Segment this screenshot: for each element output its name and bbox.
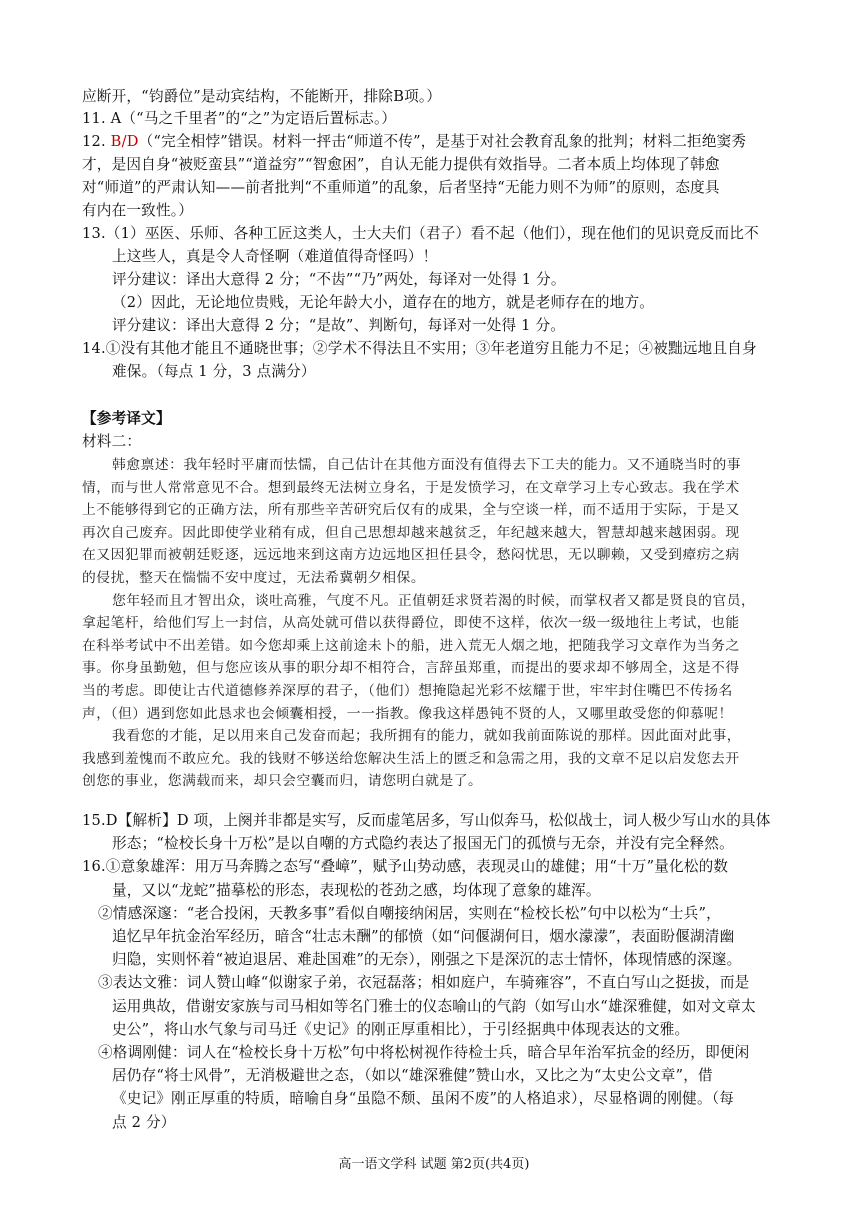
scoring-note: 评分建议：译出大意得 2 分；“是故”、判断句，每译对一处得 1 分。: [112, 317, 566, 334]
answer-line: 15.D【解析】D 项，上阕并非都是实写，反而虚笔居多，写山似奔马，松似战士，词人极少写山水的具体: [82, 812, 771, 829]
text-line: 难保。（每点 1 分，3 点满分）: [112, 363, 316, 380]
translation-line: 上不能够得到它的正确方法，所有那些辛苦研究后仅有的成果，全与空谈一样，而不适用于实际，于是又: [82, 502, 740, 519]
translation-line: 再次自己废弃。因此即使学业稍有成，但自己思想却越来越贫乏，年纪越来越大，智慧却越来越困弱。现: [82, 524, 740, 541]
answer-explanation: （“完全相悖”错误。材料一抨击“师道不传”，是基于对社会教育乱象的批判；材料二拒绝窦秀: [138, 133, 747, 150]
translation-line: 您年轻而且才智出众，谈吐高雅，气度不凡。正值朝廷求贤若渴的时候，而掌权者又都是贤良的官员，: [112, 592, 756, 609]
translation-line: 在又因犯罪而被朝廷贬逐，远远地来到这南方边远地区担任县令，愁闷忧思，无以聊赖，又受到瘴疠之病: [82, 547, 740, 564]
translation-line: 当的考虑。即使让古代道德修养深厚的君子，（他们）想掩隐起光彩不炫耀于世，牢牢封住嘴巴不传扬名: [82, 683, 733, 699]
answer-line: 史公”，将山水气象与司马迁《史记》的刚正厚重相比），于引经据典中体现表达的文雅。: [112, 1020, 690, 1038]
answer-line: ④格调刚健：词人在“检校长身十万松”句中将松树视作待检士兵，暗合早年治军抗金的经历，即便闲: [98, 1044, 750, 1061]
answer-line: 居仍存“将士风骨”，无消极避世之态，（如以“雄深雅健”赞山水，又比之为“太史公文章”，借: [112, 1067, 713, 1085]
page-footer: 高一语文学科 试题 第2页(共4页): [338, 1157, 530, 1172]
answer-line: 点 2 分）: [112, 1113, 176, 1131]
translation-line: 韩愈禀述：我年轻时平庸而怯懦，自己估计在其他方面没有值得去下工夫的能力。又不通晓当时的事: [112, 457, 742, 473]
translation-subheading: 材料二：: [82, 433, 142, 450]
translation-heading: 【参考译文】: [82, 410, 171, 427]
answer-11: 11. A（“马之千里者”的“之”为定语后置标志。）: [82, 110, 397, 127]
translation-line: 事。你身虽勤勉，但与您应该从事的职分却不相符合，言辞虽郑重，而提出的要求却不够周全，这是不得: [82, 660, 740, 677]
answer-line: 追忆早年抗金治军经历，暗含“壮志未酬”的郁愤（如“问偃湖何日，烟水濛濛”，表面盼偃湖清幽: [112, 928, 735, 945]
translation-line: 创您的事业，您满载而来，却只会空囊而归，请您明白就是了。: [82, 773, 483, 790]
text-line: （2）因此，无论地位贵贱，无论年龄大小，道存在的地方，就是老师存在的地方。: [112, 294, 655, 311]
answer-line: 16.①意象雄浑：用万马奔腾之态写“叠嶂”，赋予山势动感，表现灵山的雄健；用“十万”量化松的数: [82, 858, 729, 876]
text-line: 上这些人，真是令人奇怪啊（难道值得奇怪吗）！: [112, 248, 438, 265]
answer-choice-highlight: B/D: [110, 133, 139, 150]
answer-line: ③表达文雅：词人赞山峰“似谢家子弟，衣冠磊落；相如庭户，车骑雍容”，不直白写山之挺拔，而是: [98, 974, 750, 992]
text-line: 应断开，“钧爵位”是动宾结构，不能断开，排除B项。）: [82, 88, 442, 105]
translation-line: 的侵扰，整天在惴惴不安中度过，无法希冀朝夕相保。: [82, 570, 426, 586]
translation-line: 情，而与世人常常意见不合。想到最终无法树立身名，于是发愤学习，在文章学习上专心致志。我在学术: [82, 479, 740, 496]
answer-line: ②情感深邃：“老合投闲，天教多事”看似自嘲接纳闲居，实则在“检校长松”句中以松为“士兵”，: [98, 904, 721, 922]
translation-line: 我看您的才能，足以用来自己发奋而起；我所拥有的能力，就如我前面陈说的那样。因此面对此事，: [112, 728, 742, 745]
translation-line: 声，（但）遇到您如此恳求也会倾囊相授，一一指教。像我这样愚钝不贤的人，又哪里敢受您的仰慕呢！: [82, 705, 733, 722]
text-line: 对“师道”的严肃认知——前者批判“不重师道”的乱象，后者坚持“无能力则不为师”的原则，态度具: [82, 179, 720, 196]
answer-line: 归隐，实则怀着“被迫退居、难赴国难”的无奈），刚强之下是深沉的志士情怀，体现情感的深邃。: [112, 951, 742, 969]
answer-13: 13.（1）巫医、乐师、各种工匠这类人，士大夫们（君子）看不起（他们），现在他们的见识竟反而比不: [82, 225, 759, 242]
answer-line: 量，又以“龙蛇”描摹松的形态，表现松的苍劲之感，均体现了意象的雄浑。: [112, 881, 601, 899]
answer-line: 《史记》刚正厚重的特质，暗喻自身“虽隐不颓、虽闲不废”的人格追求），尽显格调的刚健。（每: [112, 1090, 735, 1108]
answer-line: 运用典故，借谢安家族与司马相如等名门雅士的仪态喻山的气韵（如写山水“雄深雅健，如对文章太: [112, 997, 756, 1015]
text-line: 有内在一致性。）: [82, 202, 194, 219]
question-number: 12.: [82, 133, 111, 150]
answer-line: 形态；“检校长身十万松”是以自嘲的方式隐约表达了报国无门的孤愤与无奈，并没有完全释然。: [112, 835, 734, 853]
answer-12: [82, 131, 746, 153]
scoring-note: 评分建议：译出大意得 2 分；“不齿”“乃”两处，每译对一处得 1 分。: [112, 271, 566, 288]
translation-line: 在科举考试中不出差错。如今您却乘上这前途未卜的船，进入荒无人烟之地，把随我学习文章作为当务之: [82, 637, 740, 654]
translation-line: 我感到羞愧而不敢应允。我的钱财不够送给您解决生活上的匮乏和急需之用，我的文章不足以启发您去开: [82, 750, 740, 767]
text-line: 才，是因自身“被贬蛮县”“道益穷”“智愈困”，自认无能力提供有效指导。二者本质上均体现了韩愈: [82, 156, 720, 173]
answer-14: 14.①没有其他才能且不通晓世事；②学术不得法且不实用；③年老道穷且能力不足；④被黜远地且自身: [82, 340, 757, 357]
translation-line: 拿起笔杆，给他们写上一封信，从高处就可借以获得爵位，即使不这样，依次一级一级地往上考试，也能: [82, 615, 740, 632]
